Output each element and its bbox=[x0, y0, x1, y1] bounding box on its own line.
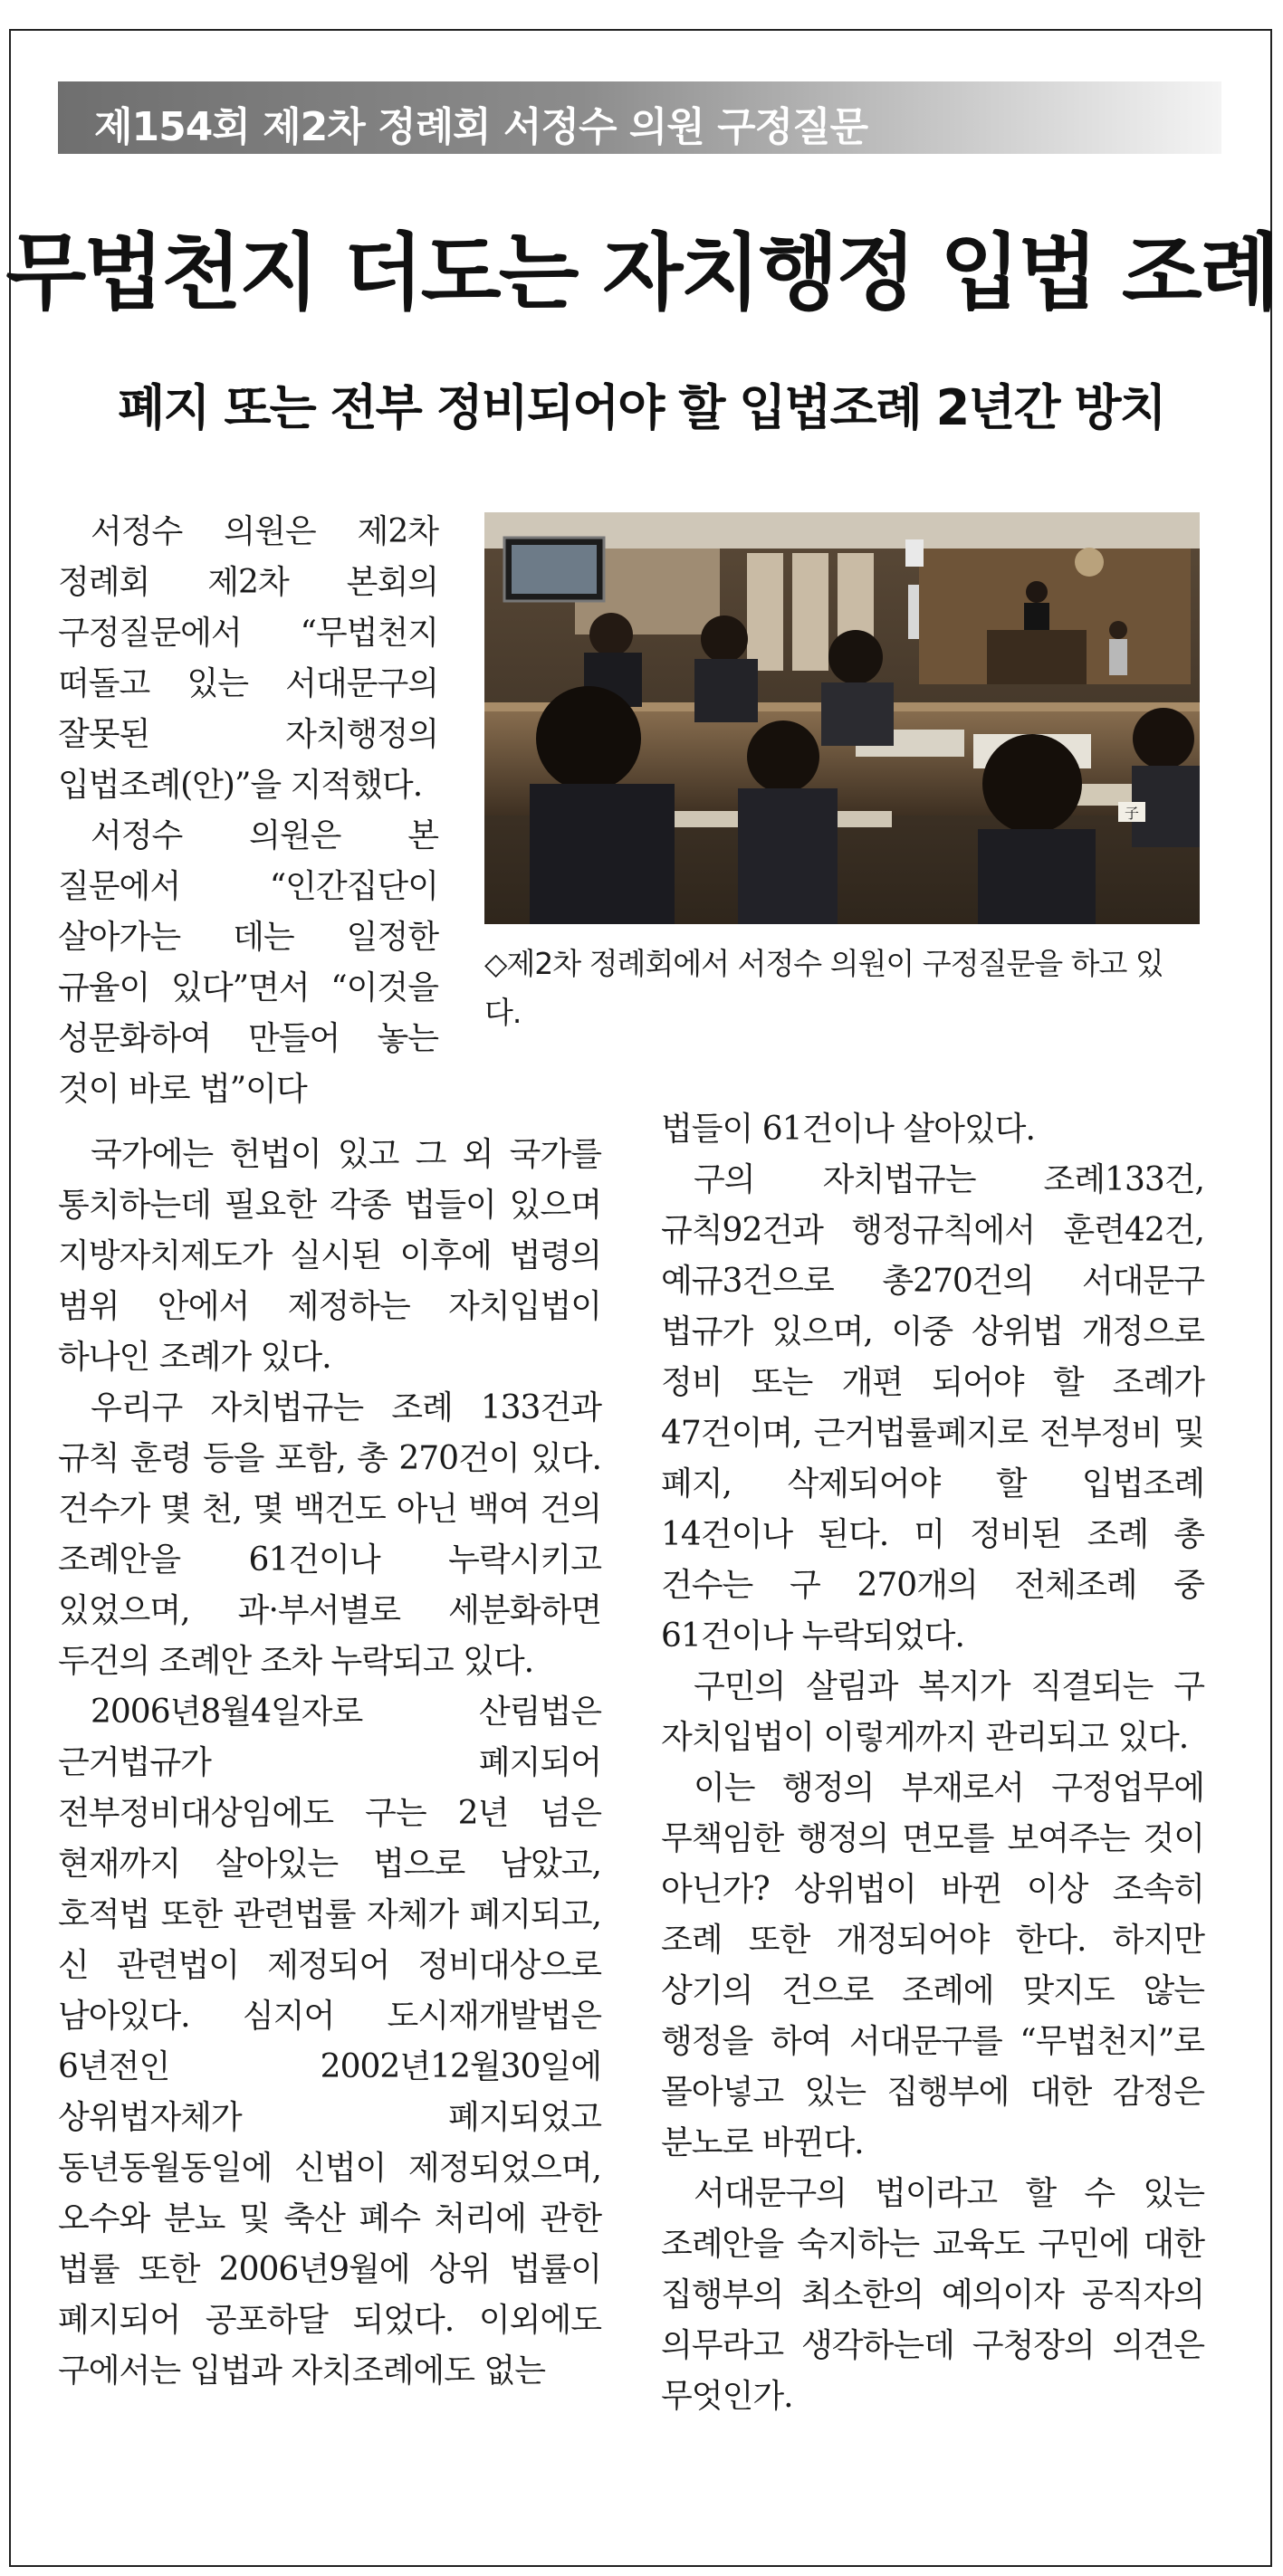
paragraph: 서대문구의 법이라고 할 수 있는 조례안을 숙지하는 교육도 구민에 대한 집행부의 최소한의 예의이자 공직자의 의무라고 생각하는데 구청장의 의견은 무엇인가. bbox=[661, 2175, 1204, 2415]
paragraph: 구민의 살림과 복지가 직결되는 구 자치입법이 이렇게까지 관리되고 있다. bbox=[661, 1668, 1204, 1756]
placard-text: 子 bbox=[1124, 805, 1140, 822]
article-column-2 bbox=[58, 1130, 601, 2397]
subheadline: 폐지 또는 전부 정비되어야 할 입법조례 2년간 방치 bbox=[118, 379, 1165, 436]
photo-caption: ◇제2차 정례회에서 서정수 의원이 구정질문을 하고 있다. bbox=[484, 946, 1163, 1030]
paragraph-continued: 법들이 61건이나 살아있다. bbox=[661, 1111, 1035, 1148]
paragraph: 구의 자치법규는 조례133건, 규칙92건과 행정규칙에서 훈련42건, 예규3건으로 총270건의 서대문구 법규가 있으며, 이중 상위법 개정으로 정비 또는 개편 되어야 할 조례가 47건이며, 근거법률폐지로 전부정비 및 폐지, 삭제되어야 할 입법조례 14건이나 된다. 미 정비된 조례 총 건수는 구 270개의 전체조례 중 61건이나 누락되었다. bbox=[661, 1161, 1204, 1655]
paragraph: 우리구 자치법규는 조례 133건과 규칙 훈령 등을 포함, 총 270건이 있다. 건수가 몇 천, 몇 백건도 아닌 백여 건의 조례안을 61건이나 누락시키고 있었으며, 과·부서별로 세분화하면 두건의 조례안 조차 누락되고 있다. bbox=[58, 1389, 601, 1680]
paragraph: 국가에는 헌법이 있고 그 외 국가를 통치하는데 필요한 각종 법들이 있으며 지방자치제도가 실시된 이후에 법령의 범위 안에서 제정하는 자치입법이 하나인 조례가 있다. bbox=[58, 1136, 601, 1376]
paragraph: 서정수 의원은 본 질문에서 “인간집단이 살아가는 데는 일정한 규율이 있다”면서 “이것을 성문화하여 만들어 놓는 것이 바로 법”이다 bbox=[58, 817, 438, 1108]
paragraph: 이는 행정의 부재로서 구정업무에 무책임한 행정의 면모를 보여주는 것이 아닌가? 상위법이 바뀐 이상 조속히 조례 또한 개정되어야 한다. 하지만 상기의 건으로 조례에 맞지도 않는 행정을 하여 서대문구를 “무법천지”로 몰아넣고 있는 집행부에 대한 감정은 분노로 바뀐다. bbox=[661, 1770, 1204, 2161]
banner-title: 제154회 제2차 정례회 서정수 의원 구정질문 bbox=[94, 104, 868, 150]
article-column-3 bbox=[661, 1104, 1204, 2422]
paragraph: 서정수 의원은 제2차 정례회 제2차 본회의 구정질문에서 “무법천지 떠돌고 있는 서대문구의 잘못된 자치행정의 입법조례(안)”을 지적했다. bbox=[58, 513, 438, 804]
council-session-photo bbox=[484, 512, 1200, 924]
headline: 무법천지 더도는 자치행정 입법 조례 bbox=[5, 224, 1278, 321]
paragraph: 2006년8월4일자로 산림법은 근거법규가 폐지되어 전부정비대상임에도 구는 2년 넘은 현재까지 살아있는 법으로 남았고, 호적법 또한 관련법률 자체가 폐지되고, 신 관련법이 제정되어 정비대상으로 남아있다. 심지어 도시재개발법은 6년전인 2002년12월30일에 상위법자체가 폐지되었고 동년동월동일에 신법이 제정되었으며, 오수와 분뇨 및 축산 폐수 처리에 관한 법률 또한 2006년9월에 상위 법률이 폐지되어 공포하달 되었다. 이외에도 구에서는 입법과 자치조례에도 없는 bbox=[58, 1693, 601, 2390]
photo-illustration bbox=[484, 512, 1200, 924]
section-banner bbox=[58, 81, 1221, 154]
article-column-1 bbox=[58, 507, 438, 1115]
